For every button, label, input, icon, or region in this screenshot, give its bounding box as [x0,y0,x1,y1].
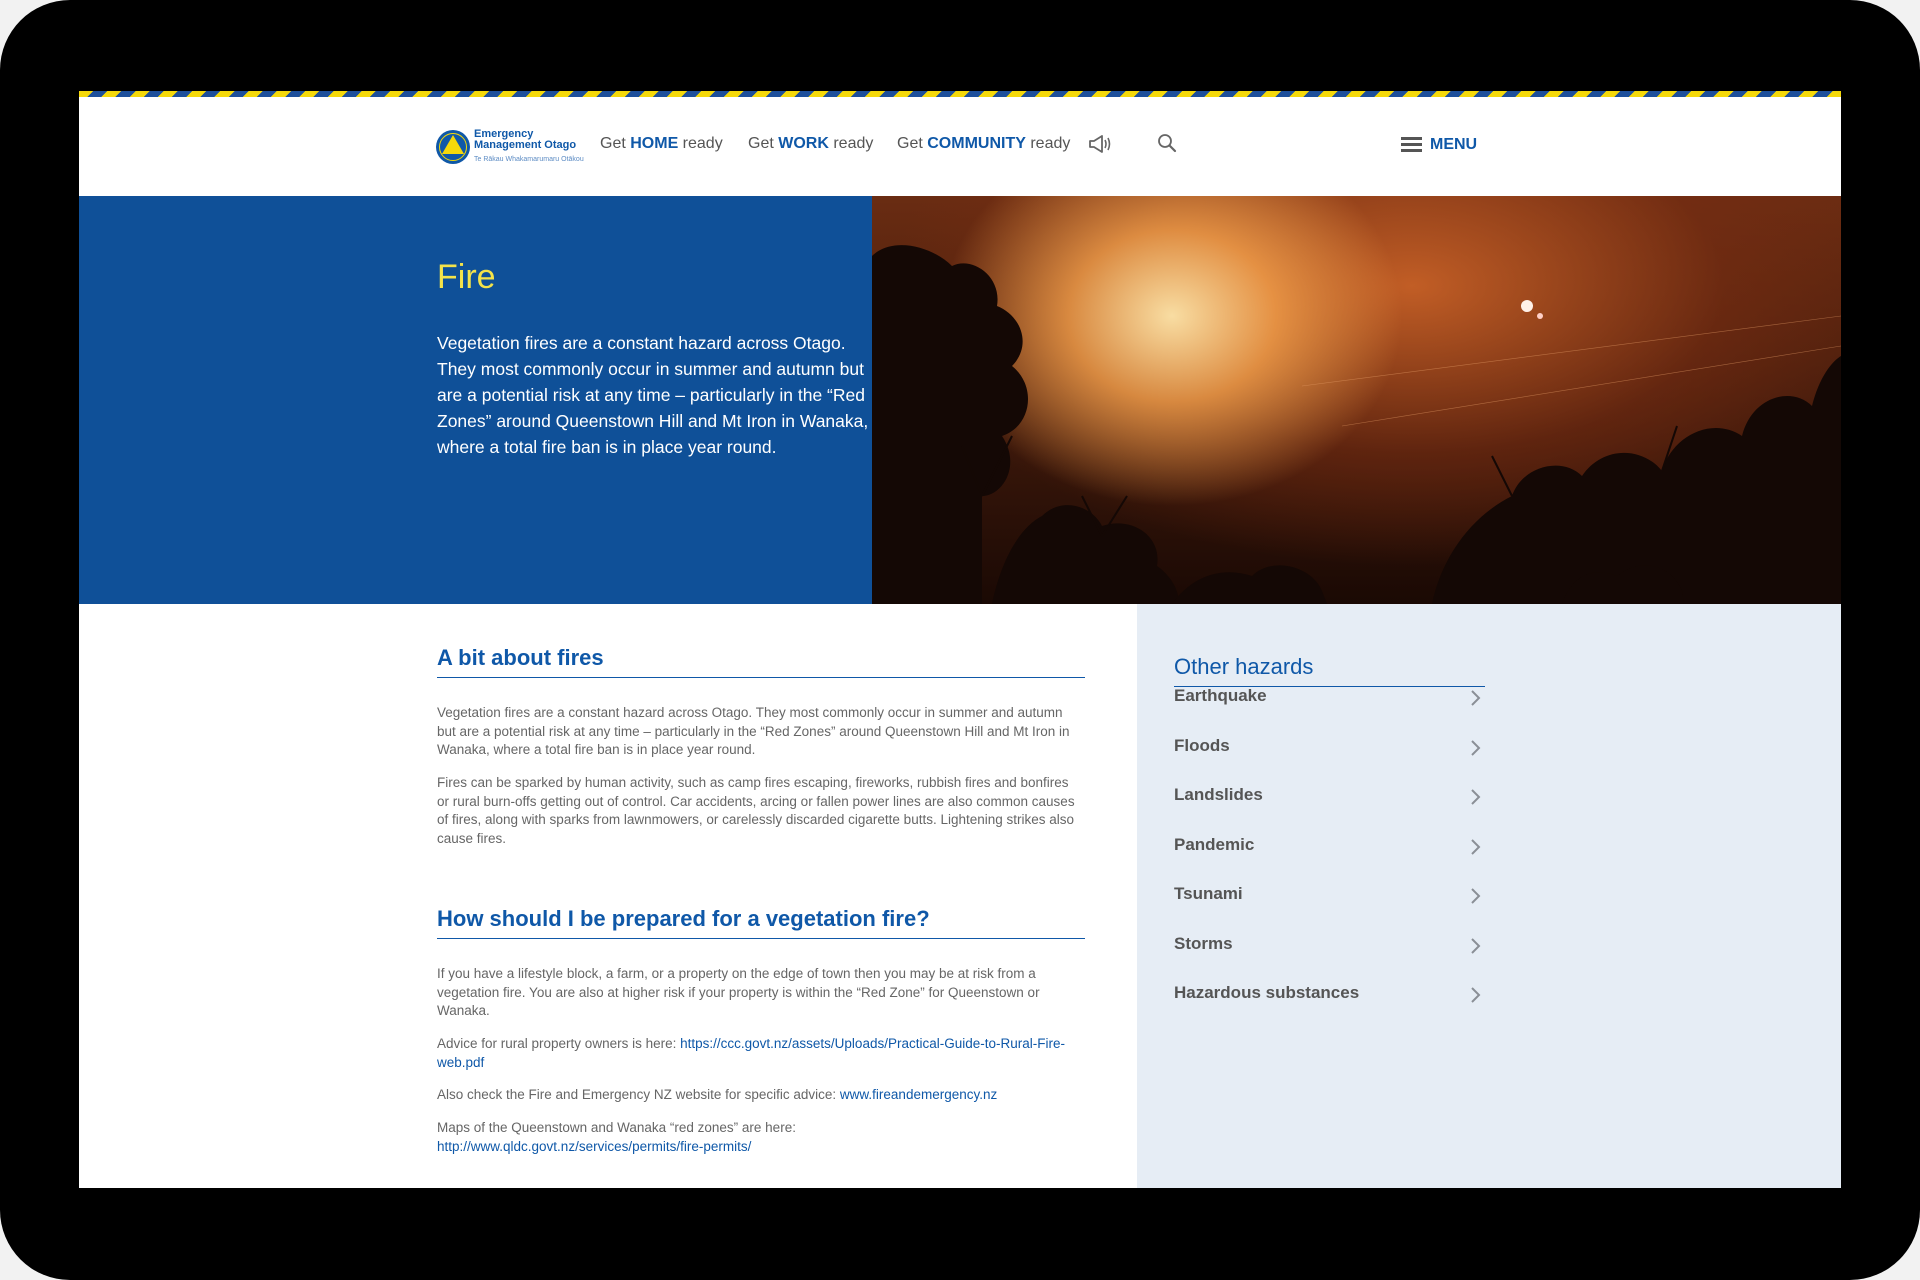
rural-fire-guide-link[interactable]: https://ccc.govt.nz/assets/Uploads/Practical-Guide-to-Rural-Fire-web.pdf [437,1036,1065,1070]
about-paragraph-2: Fires can be sparked by human activity, such as camp fires escaping, fireworks, rubbish fires and bonfires or rural burn-offs getting out of control. Car accidents, arcing or fallen power lines are also common causes of fires, along with sparks from lawnmowers, or carelessly discarded cigarette butts. Lightening strikes also cause fires. [437,775,1075,846]
hero-intro: Vegetation fires are a constant hazard across Otago. They most commonly occur in summer and autumn but are a potential risk at any time – particularly in the “Red Zones” around Queenstown Hill and Mt Iron in Wanaka, where a total fire ban is in place year round. [437,333,869,457]
nav-get-work-ready[interactable] [748,135,873,153]
chevron-right-icon [1467,887,1483,905]
nav-prefix: Get [897,135,928,152]
nav-get-home-ready[interactable] [600,135,723,153]
chevron-right-icon [1467,838,1483,856]
browser-viewport [79,91,1841,1188]
hazard-link-landslides[interactable] [1174,779,1485,815]
site-logo[interactable] [436,127,586,167]
chevron-right-icon [1467,739,1483,757]
content-area [79,604,1841,1188]
hazard-label: Landslides [1174,785,1263,804]
nav-prefix: Get [600,135,631,152]
hazard-link-earthquake[interactable] [1174,680,1485,716]
hazard-label: Pandemic [1174,834,1255,854]
fenz-advice-text: Also check the Fire and Emergency NZ website for specific advice: [437,1087,840,1102]
red-zones-maps-text: Maps of the Queenstown and Wanaka “red zones” are here: [437,1120,796,1135]
hero-banner [79,196,1841,604]
nav-strong: HOME [630,135,679,152]
about-paragraph-1: Vegetation fires are a constant hazard across Otago. They most commonly occur in summer and autumn but are a potential risk at any time – particularly in the “Red Zones” around Queenstown Hill and Mt Iron in Wanaka, where a total fire ban is in place year round. [437,705,1070,757]
hero-fire-photo [872,196,1841,604]
hazard-label: Hazardous substances [1174,983,1360,1002]
hero-text-panel [79,196,872,604]
hazard-link-tsunami[interactable] [1174,878,1485,914]
logo-text [474,129,604,165]
logo-tagline: Te Rākau Whakamarumaru Otākou [474,156,584,163]
megaphone-icon[interactable] [1086,131,1112,157]
prepared-paragraph-maps [437,1119,1077,1156]
logo-line-2: Management Otago [474,139,577,151]
qldc-fire-permits-link[interactable]: http://www.qldc.govt.nz/services/permits/fire-permits/ [437,1138,752,1154]
hamburger-icon [1401,137,1422,153]
site-header [79,97,1841,196]
chevron-right-icon [1467,937,1483,955]
prepared-paragraph-rural [437,1035,1077,1072]
nav-suffix: ready [1025,135,1071,152]
section-heading-prepared: How should I be prepared for a vegetation fire? [437,906,1085,939]
menu-label: MENU [1430,136,1478,153]
prepared-paragraph-1: If you have a lifestyle block, a farm, or a property on the edge of town then you may be at risk from a vegetation fire. You are also at higher risk if your property is within the “Red Zone” for Queenstown or Wanaka. [437,966,1040,1018]
nav-suffix: ready [828,135,874,152]
hazard-label: Earthquake [1174,686,1267,705]
hazard-link-storms[interactable] [1174,928,1485,964]
chevron-right-icon [1467,986,1483,1004]
search-icon[interactable] [1155,131,1181,157]
logo-line-1: Emergency [474,128,534,140]
hazard-link-floods[interactable] [1174,730,1485,766]
section-heading-about: A bit about fires [437,645,1085,678]
hazard-label: Tsunami [1174,884,1243,903]
hazard-label: Floods [1174,735,1230,755]
rural-advice-text: Advice for rural property owners is here: [437,1036,681,1051]
hazard-label: Storms [1174,933,1233,953]
nav-strong: COMMUNITY [927,135,1026,152]
other-hazards-heading: Other hazards [1174,654,1485,687]
menu-button[interactable] [1401,133,1477,157]
civil-defence-emblem-icon [436,130,470,164]
nav-suffix: ready [678,135,723,152]
page-title: Fire [437,258,496,296]
hazard-link-pandemic[interactable] [1174,829,1485,865]
nav-get-community-ready[interactable] [897,135,1070,153]
nav-prefix: Get [748,135,779,152]
fire-and-emergency-link[interactable]: www.fireandemergency.nz [839,1087,998,1102]
hazard-link-hazardous-substances[interactable] [1174,977,1485,1013]
chevron-right-icon [1467,689,1483,707]
prepared-paragraph-fenz [437,1086,1077,1105]
chevron-right-icon [1467,788,1483,806]
nav-strong: WORK [778,135,829,152]
other-hazards-sidebar [1137,604,1841,1188]
